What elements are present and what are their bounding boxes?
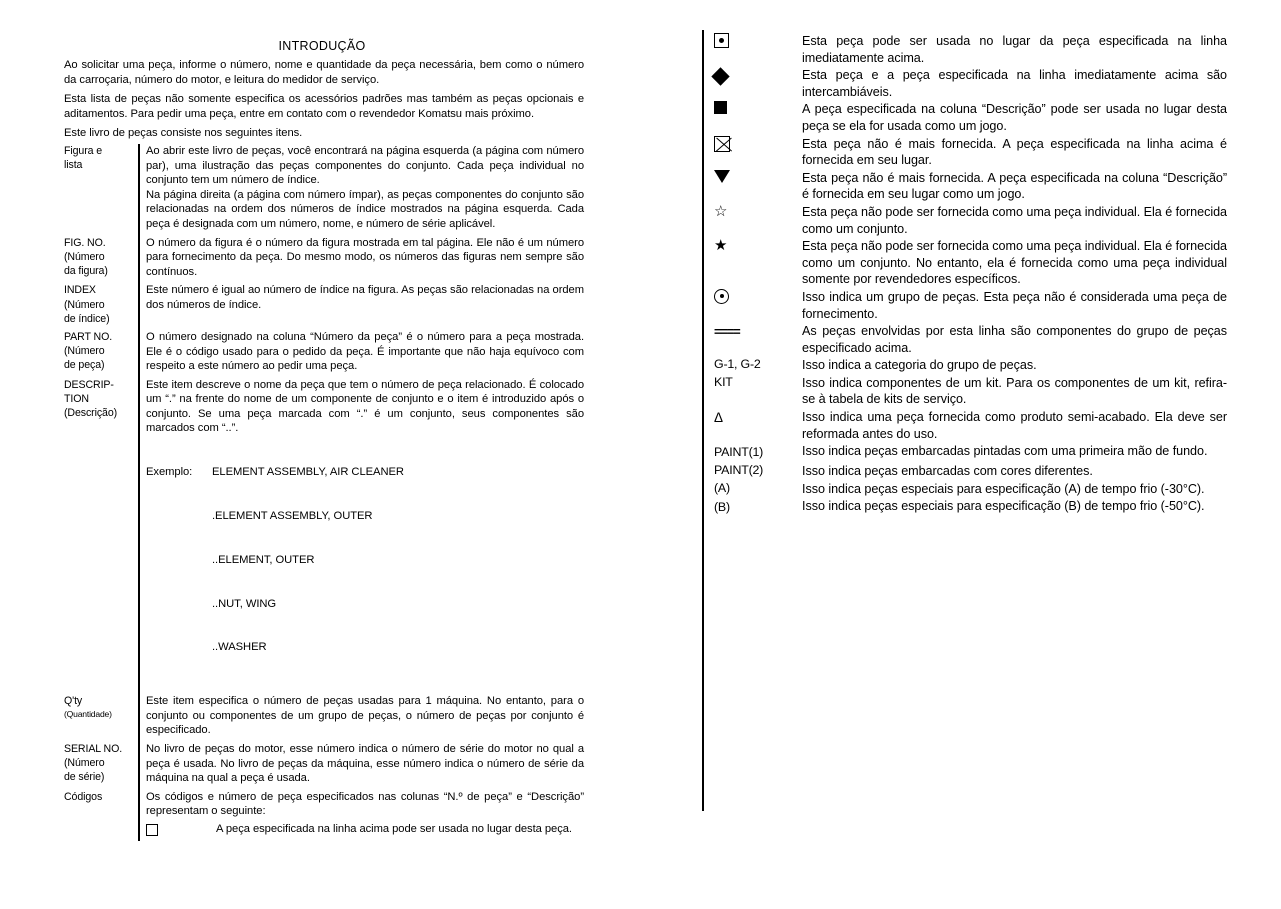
code-row	[702, 443, 1230, 462]
code-description: Esta peça pode ser usada no lugar da peça especificada na linha imediatamente acima.	[802, 34, 1227, 65]
code-row	[702, 136, 1230, 169]
example-line: ..ELEMENT, OUTER	[212, 553, 315, 566]
definition-body: O número da figura é o número da figura mostrada em tal página. Ele não é um número para fornecimento da peça. Do mesmo modo, os números das figuras nem sempre são contínuos.	[146, 236, 584, 278]
table-row	[64, 236, 584, 280]
right-column	[702, 30, 1230, 518]
column-divider-line	[702, 30, 704, 811]
code-label-paint1: PAINT(1)	[714, 445, 764, 460]
code-description: Esta peça não é mais fornecida. A peça especificada na coluna “Descrição” é fornecida em seu lugar como um jogo.	[802, 170, 1227, 202]
filled-star-icon: ★	[714, 237, 728, 255]
example-first-line	[146, 465, 584, 480]
code-description: As peças envolvidas por esta linha são componentes do grupo de peças especificado acima.	[802, 324, 1227, 355]
table-row	[64, 790, 584, 841]
open-square-icon	[146, 822, 216, 841]
code-sample-row	[146, 822, 584, 841]
example-line: ELEMENT ASSEMBLY, AIR CLEANER	[212, 466, 404, 479]
page-title: INTRODUÇÃO	[278, 39, 366, 53]
code-description: Esta peça não pode ser fornecida como uma peça individual. Ela é fornecida como um conjunto. No entanto, ela é fornecida como uma peça individual somente por revendedores específicos.	[802, 239, 1227, 287]
code-sample-text: A peça especificada na linha acima pode ser usada no lugar desta peça.	[216, 822, 572, 835]
code-description: Isso indica peças especiais para especificação (B) de tempo frio (-50°C).	[802, 499, 1205, 514]
definition-body: Ao abrir este livro de peças, você encontrará na página esquerda (a página com número par), uma ilustração das peças componentes do conjunto. Cada peça individual no conjunto tem um número de índice. Na página direita (a página com número ímpar), as peças componentes do conjunto são relacionadas na ordem dos números de índice mostrados na página esquerda. Cada peça é designada com um número, nome, e número de série aplicável.	[146, 144, 584, 230]
example-line: ..NUT, WING	[212, 597, 277, 610]
code-row	[702, 498, 1230, 517]
example-block	[146, 436, 584, 684]
definition-label: SERIAL NO. (Número de série)	[64, 742, 123, 784]
code-row	[702, 357, 1230, 374]
table-row	[64, 283, 584, 326]
example-label: Exemplo:	[146, 466, 193, 479]
code-row	[702, 375, 1230, 408]
code-description: Isso indica componentes de um kit. Para os componentes de um kit, refira-se à tabela de kits de serviço.	[802, 375, 1227, 407]
filled-square-icon	[702, 101, 802, 119]
table-row	[64, 330, 584, 374]
filled-triangle-down-icon	[702, 170, 802, 190]
code-row	[702, 409, 1230, 442]
table-divider-line	[138, 144, 140, 841]
code-label-b: (B)	[714, 500, 730, 515]
code-row	[702, 289, 1230, 322]
definitions-table	[64, 144, 584, 841]
intro-paragraph-3: Este livro de peças consiste nos seguintes itens.	[64, 127, 303, 140]
definition-label: PART NO. (Número de peça)	[64, 330, 113, 372]
code-row	[702, 33, 1230, 66]
code-description: Esta peça não pode ser fornecida como uma peça individual. Ela é fornecida como um conjunto.	[802, 204, 1227, 236]
crossed-square-icon	[702, 136, 802, 155]
left-column	[64, 38, 584, 845]
example-line: ..WASHER	[212, 641, 267, 654]
code-row	[702, 204, 1230, 237]
code-row	[702, 67, 1230, 100]
definition-body: Este item descreve o nome da peça que tem o número de peça relacionado. É colocado um “.” na frente do nome de um componente de conjunto e o item é introduzido após o conjunto. Se uma peça marcada com “.” é um conjunto, seus componentes são marcados com “..”. Exemplo: ELEMENT ASSEMBLY, AIR CLEANER .ELEMENT ASSEMBLY, OUTER ..ELEMENT, OUTER ..NUT, WING ..WASHER	[138, 378, 584, 684]
code-description: Esta peça e a peça especificada na linha imediatamente acima são intercambiáveis.	[802, 68, 1227, 99]
code-description: Isso indica peças especiais para especificação (A) de tempo frio (-30°C).	[802, 481, 1205, 496]
definition-label: INDEX (Número de índice)	[64, 284, 110, 325]
table-row	[64, 694, 584, 738]
open-star-icon: ☆	[714, 202, 728, 220]
filled-diamond-icon	[702, 67, 802, 88]
code-description: Isso indica peças embarcadas pintadas com uma primeira mão de fundo.	[802, 444, 1208, 459]
table-row	[64, 742, 584, 786]
code-label-a: (A)	[714, 480, 730, 495]
definition-label: Códigos	[64, 790, 103, 803]
delta-icon: Δ	[714, 410, 723, 426]
code-row	[702, 481, 1230, 498]
code-label-g1g2: G-1, G-2	[714, 357, 761, 372]
square-with-dot-icon	[702, 33, 802, 52]
definition-body: Este item especifica o número de peças usadas para 1 máquina. No entanto, para o conjunto ou componentes de um grupo de peças, o número de peças por conjunto é especificado.	[146, 695, 584, 737]
code-description: Isso indica a categoria do grupo de peças.	[802, 358, 1037, 373]
definition-body: Os códigos e número de peça especificados nas colunas “N.º de peça” e “Descrição” representam o seguinte: A peça especificada na linha acima pode ser usada no lugar desta peça.	[138, 790, 584, 841]
code-description: Isso indica um grupo de peças. Esta peça não é considerada uma peça de fornecimento.	[802, 289, 1227, 321]
table-row	[64, 378, 584, 684]
code-row	[702, 238, 1230, 288]
circle-with-dot-icon	[702, 289, 802, 307]
table-row	[64, 144, 584, 232]
code-description: Isso indica peças embarcadas com cores diferentes.	[802, 464, 1093, 479]
definition-label: FIG. NO. (Número da figura)	[64, 236, 108, 277]
code-row	[702, 101, 1230, 134]
definition-body: No livro de peças do motor, esse número indica o número de série do motor no qual a peça é usada. No livro de peças da máquina, esse número indica o número de série da máquina na qual a peça é usada.	[146, 742, 584, 785]
example-line: .ELEMENT ASSEMBLY, OUTER	[212, 510, 373, 523]
code-description: Esta peça não é mais fornecida. A peça especificada na linha acima é fornecida em seu lugar.	[802, 136, 1227, 168]
definition-label: Figura e lista	[64, 144, 103, 172]
definition-label: Q'ty (Quantidade)	[64, 695, 112, 720]
code-description: Isso indica uma peça fornecida como produto semi-acabado. Ela deve ser reformada antes do uso.	[802, 410, 1227, 441]
intro-paragraph-2: Esta lista de peças não somente especifica os acessórios padrões mas também as peças opcionais e aditamentos. Para pedir uma peça, entre em contato com o revendedor Komatsu mais próximo.	[64, 93, 584, 120]
code-row	[702, 463, 1230, 480]
definition-body: Este número é igual ao número de índice na figura. As peças são relacionadas na ordem dos números de índice.	[146, 284, 584, 311]
code-description: A peça especificada na coluna “Descrição” pode ser usada no lugar desta peça se ela for usada como um jogo.	[802, 102, 1227, 133]
definition-body: O número designado na coluna “Número da peça” é o número para a peça mostrada. Ele é o código usado para o pedido da peça. É importante que não haja equívoco com respeito a este número ao pedir uma peça.	[146, 330, 584, 373]
definition-label: DESCRIP- TION (Descrição)	[64, 378, 118, 420]
intro-paragraph-1: Ao solicitar uma peça, informe o número, nome e quantidade da peça necessária, bem como o número da carroçaria, número do motor, e leitura do medidor de serviço.	[64, 59, 584, 86]
equals-line-icon: ====	[714, 324, 740, 340]
code-row	[702, 323, 1230, 356]
code-label-paint2: PAINT(2)	[714, 463, 764, 478]
code-row	[702, 170, 1230, 203]
code-label-kit: KIT	[714, 374, 733, 389]
